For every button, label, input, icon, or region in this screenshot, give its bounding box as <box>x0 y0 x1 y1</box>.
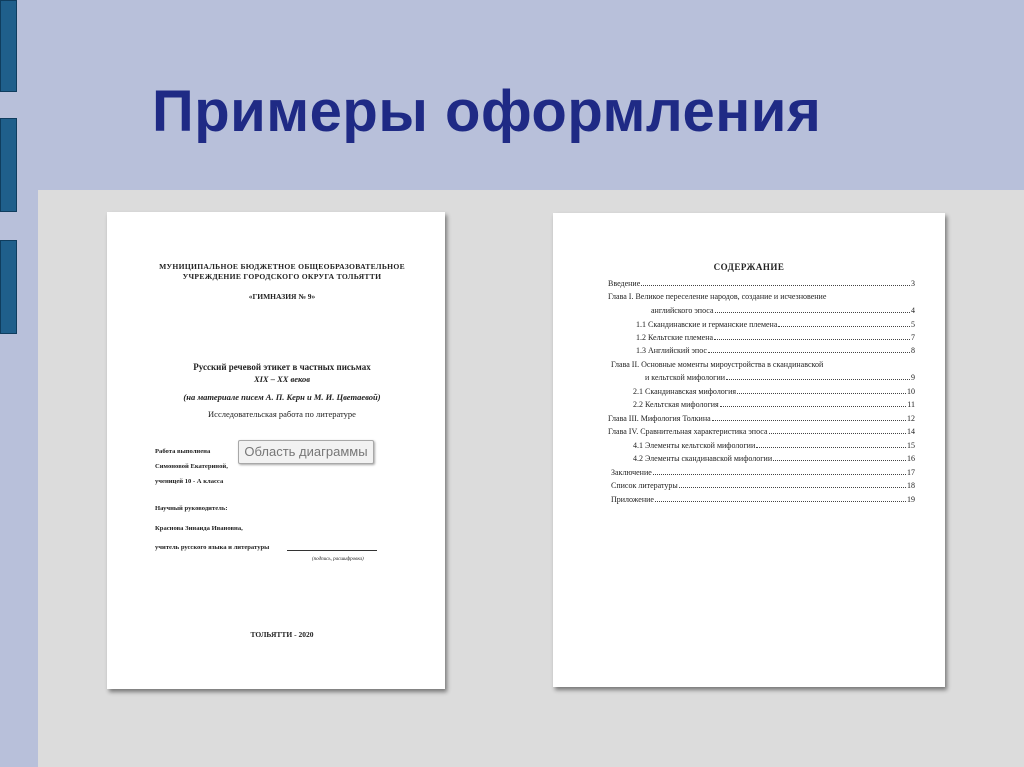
toc-entry <box>608 427 915 437</box>
student-class: ученицей 10 - А класса <box>155 478 224 485</box>
toc-entry <box>608 279 915 289</box>
toc-leader-dots <box>708 352 910 353</box>
side-tab-1[interactable] <box>0 0 17 92</box>
toc-entry-page: 19 <box>907 495 915 504</box>
toc-entry-page: 16 <box>907 454 915 463</box>
toc-entry-page: 8 <box>911 346 915 355</box>
toc-leader-dots <box>653 474 906 475</box>
toc-entry-label: 2.1 Скандинавская мифология <box>633 387 737 396</box>
side-tab-2[interactable] <box>0 118 17 212</box>
toc-entry-page: 17 <box>907 468 915 477</box>
toc-entry-label: и кельтской мифологии <box>645 373 726 382</box>
work-type: Исследовательская работа по литературе <box>208 409 356 419</box>
toc-entry-label: 1.1 Скандинавские и германские племена <box>636 320 778 329</box>
toc-entry-label: 4.1 Элементы кельтской мифологии <box>633 441 756 450</box>
toc-entry-label: Заключение <box>611 468 652 477</box>
toc-entry-label: Глава II. Основные моменты мироустройства в скандинавской <box>611 360 824 369</box>
toc-leader-dots <box>773 460 906 461</box>
toc-entry-page: 7 <box>911 333 915 342</box>
supervisor-name: Краснова Зинаида Ивановна, <box>155 525 243 532</box>
toc-entry <box>608 414 915 424</box>
supervisor-label: Научный руководитель: <box>155 505 228 512</box>
toc-entry-page: 14 <box>907 427 915 436</box>
work-source: (на материале писем А. П. Керн и М. И. Цветаевой) <box>183 392 381 402</box>
toc-entry-page: 18 <box>907 481 915 490</box>
toc-entry <box>608 292 915 302</box>
toc-entry <box>611 481 915 491</box>
toc-leader-dots <box>756 447 906 448</box>
toc-entry <box>645 373 915 383</box>
student-name: Симоновой Екатериной, <box>155 463 228 470</box>
toc-entry-page: 15 <box>907 441 915 450</box>
toc-entry-page: 11 <box>907 400 915 409</box>
chart-area-tooltip: Область диаграммы <box>238 440 374 464</box>
toc-leader-dots <box>715 312 911 313</box>
toc-page-example <box>553 213 945 687</box>
toc-entry <box>633 400 915 410</box>
performed-label: Работа выполнена <box>155 448 211 455</box>
toc-leader-dots <box>720 406 907 407</box>
toc-entry <box>611 360 915 370</box>
toc-entry-page: 5 <box>911 320 915 329</box>
toc-entry-label: 1.2 Кельтские племена <box>636 333 714 342</box>
work-century: XIX – XX веков <box>253 374 311 384</box>
toc-entry-label: 4.2 Элементы скандинавской мифологии <box>633 454 773 463</box>
toc-leader-dots <box>769 433 907 434</box>
toc-entry-page: 12 <box>907 414 915 423</box>
toc-entry-label: 1.3 Английский эпос <box>636 346 707 355</box>
toc-leader-dots <box>679 487 906 488</box>
toc-entry <box>611 468 915 478</box>
toc-entry-label: Глава I. Великое переселение народов, создание и исчезновение <box>608 292 827 301</box>
toc-leader-dots <box>726 379 910 380</box>
toc-entry-label: Глава III. Мифология Толкина <box>608 414 711 423</box>
side-tab-3[interactable] <box>0 240 17 334</box>
toc-entry <box>636 320 915 330</box>
toc-entry <box>636 333 915 343</box>
toc-entry-label: Список литературы <box>611 481 678 490</box>
signature-line <box>287 550 377 551</box>
work-theme: Русский речевой этикет в частных письмах <box>193 362 371 372</box>
school-name: «ГИМНАЗИЯ № 9» <box>248 292 316 301</box>
toc-heading: СОДЕРЖАНИЕ <box>713 262 785 272</box>
toc-leader-dots <box>778 326 910 327</box>
supervisor-position: учитель русского языка и литературы <box>155 544 270 551</box>
toc-entry <box>633 441 915 451</box>
toc-entry-label: 2.2 Кельтская мифология <box>633 400 719 409</box>
toc-entry <box>633 387 915 397</box>
city-year: ТОЛЬЯТТИ - 2020 <box>250 630 314 639</box>
toc-leader-dots <box>737 393 906 394</box>
toc-entry <box>633 454 915 464</box>
toc-entry <box>651 306 915 316</box>
toc-entry-label: английского эпоса <box>651 306 714 315</box>
toc-leader-dots <box>641 285 910 286</box>
organization-name: МУНИЦИПАЛЬНОЕ БЮДЖЕТНОЕ ОБЩЕОБРАЗОВАТЕЛЬНОЕ УЧРЕЖДЕНИЕ ГОРОДСКОГО ОКРУГА ТОЛЬЯТТИ <box>159 262 405 281</box>
toc-entry <box>636 346 915 356</box>
toc-entry-label: Введение <box>608 279 641 288</box>
toc-entry-page: 9 <box>911 373 915 382</box>
signature-hint: (подпись, расшифровка) <box>312 557 364 562</box>
left-sidebar-strip <box>0 0 39 767</box>
toc-entry-page: 4 <box>911 306 915 315</box>
toc-entry-label: Приложение <box>611 495 654 504</box>
slide-title: Примеры оформления <box>152 79 822 144</box>
toc-entry <box>611 495 915 505</box>
toc-entry-page: 10 <box>907 387 915 396</box>
toc-entry-page: 3 <box>911 279 915 288</box>
toc-leader-dots <box>712 420 906 421</box>
toc-entry-label: Глава IV. Сравнительная характеристика эпоса <box>608 427 768 436</box>
toc-leader-dots <box>714 339 910 340</box>
toc-leader-dots <box>655 501 906 502</box>
